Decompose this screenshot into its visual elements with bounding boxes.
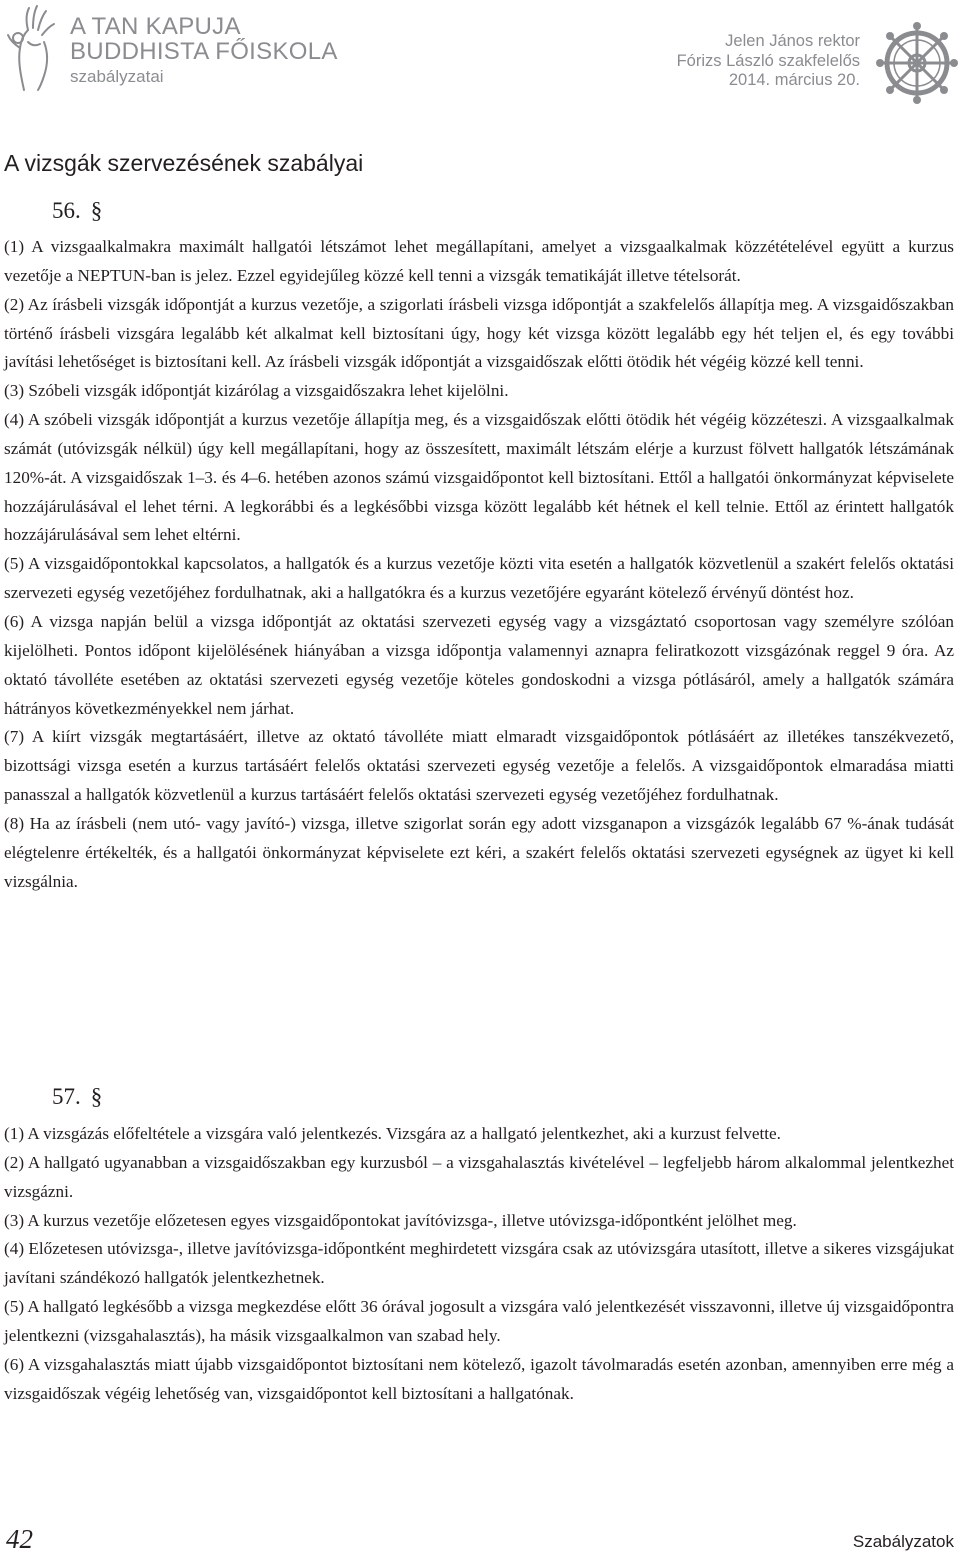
paragraph-number: 56. (52, 198, 81, 223)
clause-56-6: (6) A vizsga napján belül a vizsga időpontját az oktatási szervezeti egység vagy a vizsgáztató csoportosan vagy személyre szólóan kijelölheti. Pontos időpont kijelölésének hiányában a vizsga időpontja valamennyi aznapra feliratkozott vizsgázónak reggel 9 óra. Az oktató távolléte esetében az oktatási szervezeti egység vezetője köteles gondoskodni a vizsga pótlásáról, amely a hallgatók számára hátrányos következményekkel nem járhat. (4, 611, 954, 718)
page-number: 42 (6, 1524, 33, 1554)
section-symbol: § (90, 198, 103, 223)
paragraph-56-heading (52, 198, 102, 224)
school-name (70, 14, 338, 88)
school-line-2: BUDDHISTA FŐISKOLA (70, 38, 338, 65)
document-date: 2014. március 20. (728, 71, 860, 89)
clause-56-4: (4) A szóbeli vizsgák időpontját a kurzus vezetője állapítja meg, és a vizsgaidőszak előtti ötödik hét végéig közzéteszi. A vizsgaalkalmak számát (utóvizsgák nélkül) úgy kell megállapítani, hogy az összesített, maximált létszám elérje a kurzust fölvett hallgatók létszámának 120%-át. A vizsgaidőszak 1–3. és 4–6. hetében azonos számú vizsgaidőpontot kell biztosítani. Ettől a hallgatói önkormányzat képviselete hozzájárulásával el lehet térni. A legkorábbi és a legkésőbbi vizsga között legalább két hétnek el kell telnie. Ettől az érintett hallgatók hozzájárulásával sem lehet eltérni. (4, 410, 954, 545)
signatory-supervisor: Fórizs László szakfelelős (676, 51, 860, 70)
clause-56-2: (2) Az írásbeli vizsgák időpontját a kurzus vezetője, a szigorlati írásbeli vizsga időpontját a szakfelelős állapítja meg. A vizsgaidőszakban történő írásbeli vizsgára legalább két alkalmat kell biztosítani úgy, hogy két vizsga között legalább egy hét teljen el, és egy további javítási lehetőséget is biztosítani kell. Az írásbeli vizsgák időpontját a vizsgaidőszak előtti ötödik hét végéig közzé kell tenni. (4, 294, 954, 372)
footer-label: Szabályzatok (852, 1532, 954, 1551)
paragraph-number: 57. (52, 1084, 81, 1109)
page-header (0, 0, 960, 110)
paragraph-56-body (4, 233, 954, 896)
mudra-hand-icon (4, 2, 64, 92)
dharma-wheel-icon (876, 22, 958, 104)
document-meta (677, 32, 860, 91)
clause-57-3: (3) A kurzus vezetője előzetesen egyes vizsgaidőpontokat javítóvizsga-, illetve utóvizsga-időpontként jelölhet meg. (4, 1210, 797, 1230)
clause-57-6: (6) A vizsgahalasztás miatt újabb vizsgaidőpontot biztosítani nem kötelező, igazolt távolmaradás esetén azonban, amennyiben erre még a vizsgaidőszak végéig lehetőség van, vizsgaidőpontot kell biztosítani a hallgatónak. (4, 1354, 954, 1403)
school-line-1: A TAN KAPUJA (70, 13, 241, 40)
signatory-rector: Jelen János rektor (725, 32, 860, 50)
section-symbol: § (90, 1084, 103, 1109)
clause-56-7: (7) A kiírt vizsgák megtartásáért, illetve az oktató távolléte miatt elmaradt vizsgaidőpontok pótlásáért az illetékes tanszékvezető, bizottsági vizsga esetén a kurzus tartásáért felelős oktatási szervezeti egység vezetője a felelős. A vizsgaidőpontok elmaradása miatti panasszal a hallgatók közvetlenül a kurzus tartásáért felelős oktatási szervezeti egység vezetőjéhez fordulhatnak. (4, 727, 954, 805)
clause-57-1: (1) A vizsgázás előfeltétele a vizsgára való jelentkezés. Vizsgára az a hallgató jelentkezhet, aki a kurzust felvette. (4, 1124, 781, 1143)
section-title: A vizsgák szervezésének szabályai (4, 150, 364, 176)
clause-57-4: (4) Előzetesen utóvizsga-, illetve javítóvizsga-időpontként meghirdetett vizsgára csak az utóvizsgára utasított, illetve a sikeres vizsgájukat javítani szándékozó hallgatók jelentkezhetnek. (4, 1239, 954, 1288)
school-line-3: szabályzatai (70, 67, 164, 86)
clause-56-3: (3) Szóbeli vizsgák időpontját kizárólag a vizsgaidőszakra lehet kijelölni. (4, 381, 509, 401)
paragraph-57-body (4, 1120, 954, 1408)
clause-56-5: (5) A vizsgaidőpontokkal kapcsolatos, a hallgatók és a kurzus vezetője közti vita esetén a hallgatók közvetlenül a szakért felelős oktatási szervezeti egység vezetőjéhez fordulhatnak, aki a hallgatókra és a kurzus vezetőjére egyaránt kötelező érvényű döntést hoz. (4, 554, 954, 603)
clause-57-2: (2) A hallgató ugyanabban a vizsgaidőszakban egy kurzusból – a vizsgahalasztás kivételével – legfeljebb három alkalommal jelentkezhet vizsgázni. (4, 1152, 954, 1201)
clause-56-1: (1) A vizsgaalkalmakra maximált hallgatói létszámot lehet megállapítani, amelyet a vizsgaalkalmak közzétételével együtt a kurzus vezetője a NEPTUN-ban is jelez. Ezzel egyidejűleg közzé kell tenni a vizsgák tematikáját illetve tételsorát. (4, 237, 954, 285)
clause-57-5: (5) A hallgató legkésőbb a vizsga megkezdése előtt 36 órával jogosult a vizsgára való jelentkezését visszavonni, illetve új vizsgaidőpontra jelentkezni (vizsgahalasztás), ha másik vizsgaalkalmon van szabad hely. (4, 1297, 954, 1345)
paragraph-57-heading (52, 1084, 102, 1110)
clause-56-8: (8) Ha az írásbeli (nem utó- vagy javító-) vizsga, illetve szigorlat során egy adott vizsganapon a vizsgázók legalább 67 %-ának tudását elégtelenre értékelték, és a hallgatói önkormányzat képviselete ezt kéri, a szakért felelős oktatási szervezeti egységnek az ügyet ki kell vizsgálnia. (4, 813, 954, 891)
